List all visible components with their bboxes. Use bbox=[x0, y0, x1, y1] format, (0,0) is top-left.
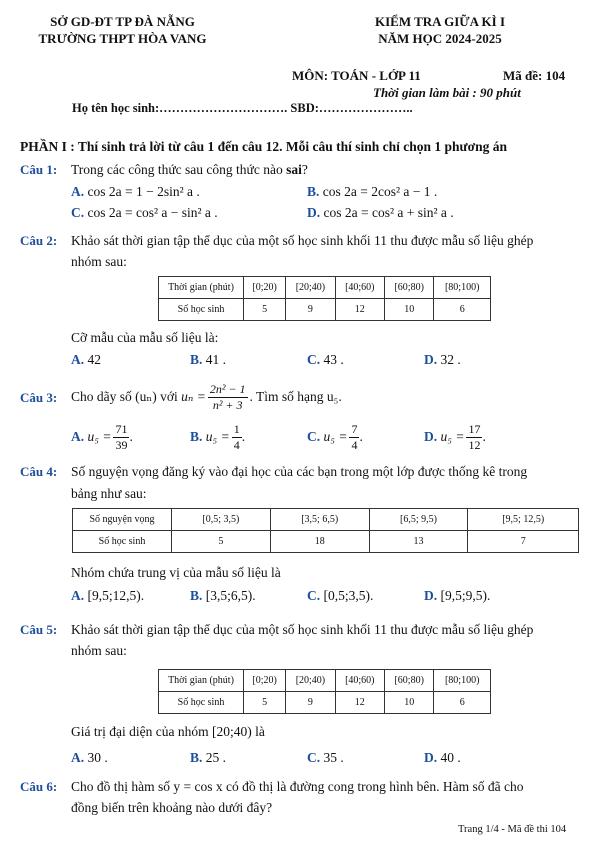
table-cell: [20;40) bbox=[286, 277, 335, 299]
question-1-option-a: A. cos 2a = 1 − 2sin² a . bbox=[71, 184, 200, 199]
question-3-option-a: A. u₅ = $\frac{71}{39}$ . bbox=[71, 421, 133, 452]
question-3-option-d: D. u₅ = $\frac{17}{12}$ . bbox=[424, 421, 486, 452]
table-cell: [80;100) bbox=[434, 670, 491, 692]
question-2-option-a: A. 42 bbox=[71, 352, 101, 367]
table-cell: 9 bbox=[286, 692, 335, 714]
table-cell: [0;20) bbox=[244, 277, 286, 299]
table-cell: Thời gian (phút) bbox=[159, 277, 244, 299]
table-cell: Thời gian (phút) bbox=[159, 670, 244, 692]
table-cell: Số học sinh bbox=[73, 531, 172, 553]
question-2-option-b: B. 41 . bbox=[190, 352, 227, 367]
table-cell: [40;60) bbox=[335, 277, 384, 299]
question-3-option-c: C. u₅ = $\frac{7}{4}$ . bbox=[307, 421, 363, 452]
part-1-heading: PHẦN I : Thí sinh trả lời từ câu 1 đến câu 12. Mỗi câu thí sinh chỉ chọn 1 phương án bbox=[20, 139, 507, 154]
question-2-text-line-1: Khảo sát thời gian tập thể dục của một số học sinh khối 11 thu được mẫu số liệu ghép bbox=[71, 233, 534, 248]
question-2-data-table bbox=[158, 276, 491, 321]
question-4-label: Câu 4: bbox=[20, 464, 58, 479]
table-cell: 6 bbox=[434, 692, 491, 714]
table-cell: [6,5; 9,5) bbox=[369, 509, 468, 531]
question-1-text: Trong các công thức sau công thức nào sai? bbox=[71, 162, 308, 177]
question-4-option-a: A. [9,5;12,5). bbox=[71, 588, 145, 603]
question-5-text-line-2: nhóm sau: bbox=[71, 643, 127, 658]
school-year: NĂM HỌC 2024-2025 bbox=[378, 31, 502, 46]
table-cell: [60;80) bbox=[385, 277, 434, 299]
table-cell: 7 bbox=[468, 531, 579, 553]
question-3-label: Câu 3: bbox=[20, 390, 58, 405]
question-1-option-b: B. cos 2a = 2cos² a − 1 . bbox=[307, 184, 438, 199]
question-4-option-b: B. [3,5;6,5). bbox=[190, 588, 256, 603]
table-cell: [0;20) bbox=[244, 670, 286, 692]
table-cell: Số học sinh bbox=[159, 692, 244, 714]
page-footer: Trang 1/4 - Mã đề thi 104 bbox=[458, 824, 567, 835]
table-header-row bbox=[159, 277, 491, 299]
table-cell: [40;60) bbox=[335, 670, 384, 692]
table-header-row bbox=[73, 509, 579, 531]
table-cell: [3,5; 6,5) bbox=[270, 509, 369, 531]
school-name: TRƯỜNG THPT HÒA VANG bbox=[38, 31, 207, 46]
question-4-data-table bbox=[72, 508, 579, 553]
table-cell: [60;80) bbox=[385, 670, 434, 692]
exam-code: Mã đề: 104 bbox=[503, 68, 566, 83]
question-5-question: Giá trị đại diện của nhóm [20;40) là bbox=[71, 724, 265, 739]
table-cell: 5 bbox=[244, 692, 286, 714]
question-4-option-d: D. [9,5;9,5). bbox=[424, 588, 491, 603]
question-2-option-d: D. 32 . bbox=[424, 352, 461, 367]
table-cell: [9,5; 12,5) bbox=[468, 509, 579, 531]
table-cell: [0,5; 3,5) bbox=[172, 509, 271, 531]
table-cell: [80;100) bbox=[434, 277, 491, 299]
question-6-text-line-1: Cho đồ thị hàm số y = cos x có đồ thị là đường cong trong hình bên. Hàm số đã cho bbox=[71, 779, 524, 794]
question-6-label: Câu 6: bbox=[20, 779, 58, 794]
table-cell: Số học sinh bbox=[159, 299, 244, 321]
table-cell: 13 bbox=[369, 531, 468, 553]
question-5-option-a: A. 30 . bbox=[71, 750, 108, 765]
table-cell: 5 bbox=[244, 299, 286, 321]
question-5-label: Câu 5: bbox=[20, 622, 58, 637]
question-5-option-b: B. 25 . bbox=[190, 750, 227, 765]
table-cell: 6 bbox=[434, 299, 491, 321]
question-1-option-d: D. cos 2a = cos² a + sin² a . bbox=[307, 205, 454, 220]
table-cell: Số nguyện vọng bbox=[73, 509, 172, 531]
table-header-row bbox=[159, 670, 491, 692]
question-2-option-c: C. 43 . bbox=[307, 352, 344, 367]
table-row bbox=[159, 692, 491, 714]
table-cell: [20;40) bbox=[286, 670, 335, 692]
question-4-option-c: C. [0,5;3,5). bbox=[307, 588, 374, 603]
question-3-text: Cho dãy số (uₙ) với uₙ = $\frac{\text{2n² − 1}}{\text{n² + 3}}$ . Tìm số hạng u₅. bbox=[71, 381, 342, 412]
question-4-text-line-2: bảng như sau: bbox=[71, 486, 147, 501]
question-6-text-line-2: đồng biến trên khoảng nào dưới đây? bbox=[71, 800, 273, 815]
table-cell: 10 bbox=[385, 299, 434, 321]
table-cell: 10 bbox=[385, 692, 434, 714]
question-4-text-line-1: Số nguyện vọng đăng ký vào đại học của các bạn trong một lớp được thống kê trong bbox=[71, 464, 528, 479]
question-2-question: Cỡ mẫu của mẫu số liệu là: bbox=[71, 330, 219, 345]
student-info-line: Họ tên học sinh:…………………………. SBD:………………….. bbox=[72, 101, 413, 115]
table-cell: 12 bbox=[335, 299, 384, 321]
question-1-label: Câu 1: bbox=[20, 162, 58, 177]
exam-duration: Thời gian làm bài : 90 phút bbox=[373, 85, 521, 100]
question-5-text-line-1: Khảo sát thời gian tập thể dục của một số học sinh khối 11 thu được mẫu số liệu ghép bbox=[71, 622, 534, 637]
table-cell: 5 bbox=[172, 531, 271, 553]
question-2-text-line-2: nhóm sau: bbox=[71, 254, 127, 269]
table-row bbox=[159, 299, 491, 321]
question-5-data-table bbox=[158, 669, 491, 714]
department-name: SỞ GD-ĐT TP ĐÀ NẴNG bbox=[50, 14, 195, 29]
subject: MÔN: TOÁN - LỚP 11 bbox=[292, 68, 421, 83]
table-cell: 18 bbox=[270, 531, 369, 553]
question-5-option-d: D. 40 . bbox=[424, 750, 461, 765]
table-row bbox=[73, 531, 579, 553]
exam-title: KIỂM TRA GIỮA KÌ I bbox=[374, 14, 506, 29]
question-5-option-c: C. 35 . bbox=[307, 750, 344, 765]
table-cell: 9 bbox=[286, 299, 335, 321]
question-4-question: Nhóm chứa trung vị của mẫu số liệu là bbox=[71, 565, 281, 580]
question-3-option-b: B. u₅ = $\frac{1}{4}$ . bbox=[190, 421, 246, 452]
question-2-label: Câu 2: bbox=[20, 233, 58, 248]
question-1-option-c: C. cos 2a = cos² a − sin² a . bbox=[71, 205, 218, 220]
table-cell: 12 bbox=[335, 692, 384, 714]
